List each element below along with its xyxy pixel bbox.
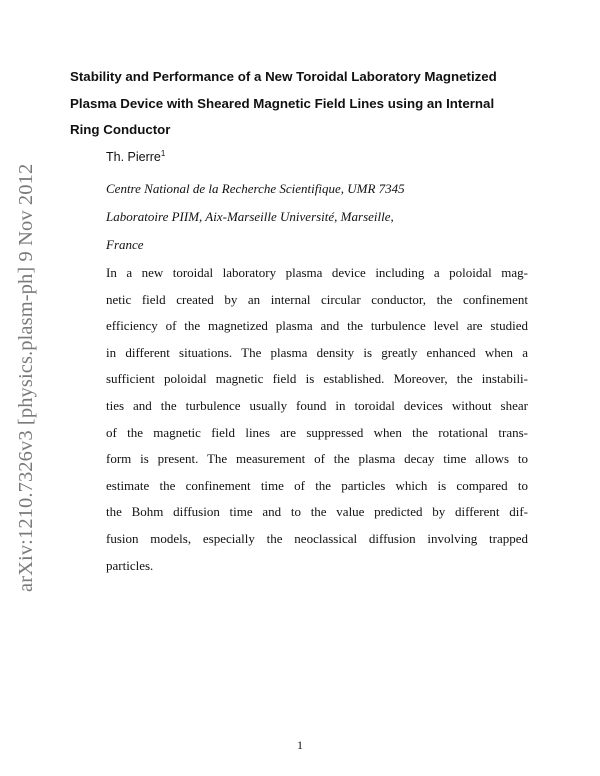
abstract-line: In a new toroidal laboratory plasma device including a poloidal mag- — [106, 265, 528, 280]
abstract-line: estimate the confinement time of the particles which is compared to — [106, 477, 528, 493]
paper-title — [70, 64, 550, 144]
author-line — [106, 149, 165, 164]
title-line: Stability and Performance of a New Toroidal Laboratory Magnetized — [70, 69, 497, 84]
abstract-line: netic field created by an internal circular conductor, the confinement — [106, 291, 528, 307]
affiliation-block — [106, 175, 526, 258]
author-affiliation-mark: 1 — [160, 149, 166, 158]
abstract-line: form is present. The measurement of the plasma decay time allows to — [106, 451, 528, 467]
title-line: Plasma Device with Sheared Magnetic Field Lines using an Internal — [70, 95, 495, 111]
affiliation-line: Centre National de la Recherche Scientifique, UMR 7345 — [106, 181, 405, 196]
arxiv-identifier-stamp: arXiv:1210.7326v3 [physics.plasm-ph] 9 Nov 2012 — [15, 163, 37, 592]
author-name: Th. Pierre — [106, 150, 161, 164]
abstract-line: in different situations. The plasma density is greatly enhanced when a — [106, 344, 528, 360]
abstract-line: ties and the turbulence usually found in toroidal devices without shear — [106, 397, 528, 413]
affiliation-line: Laboratoire PIIM, Aix-Marseille Université, Marseille, — [106, 208, 394, 224]
abstract-line: fusion models, especially the neoclassical diffusion involving trapped — [106, 530, 528, 546]
abstract-line: efficiency of the magnetized plasma and the turbulence level are studied — [106, 318, 528, 334]
abstract-line: particles. — [106, 557, 154, 573]
abstract-line: sufficient poloidal magnetic field is established. Moreover, the instabili- — [106, 371, 528, 387]
abstract-line: of the magnetic field lines are suppressed when the rotational trans- — [106, 424, 528, 440]
abstract-line: the Bohm diffusion time and to the value predicted by different dif- — [106, 504, 528, 520]
title-line: Ring Conductor — [70, 122, 171, 137]
abstract-paragraph — [106, 260, 528, 579]
page-number: 1 — [297, 738, 303, 752]
affiliation-line: France — [106, 236, 144, 252]
